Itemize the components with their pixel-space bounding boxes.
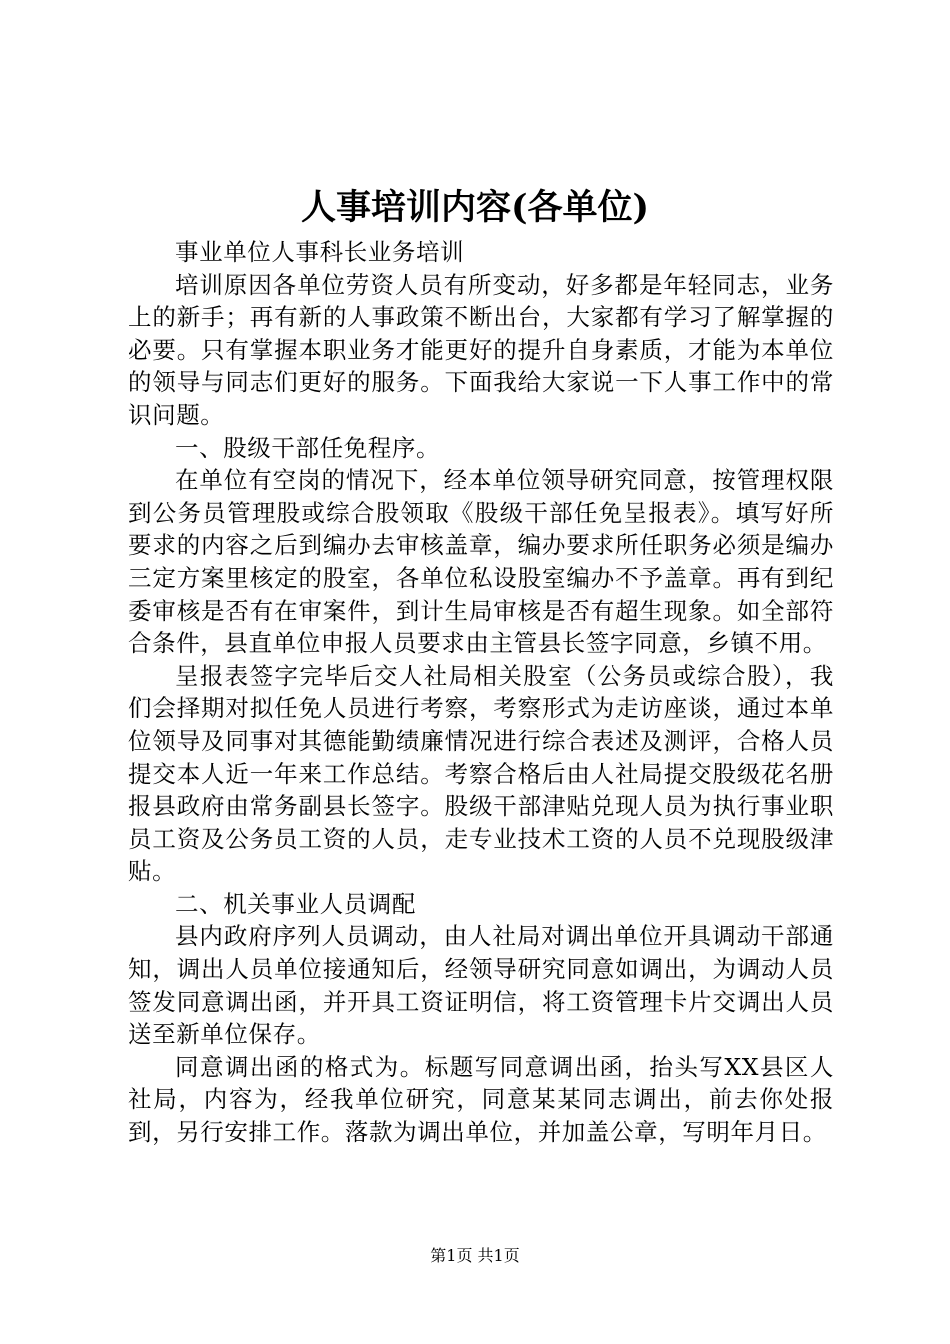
paragraph-body: 呈报表签字完毕后交人社局相关股室（公务员或综合股），我们会择期对拟任免人员进行考察，考察形式为走访座谈，通过本单位领导及同事对其德能勤绩廉情况进行综合表述及测评，合格人员提交本人近一年来工作总结。考察合格后由人社局提交股级花名册报县政府由常务副县长签字。股级干部津贴兑现人员为执行事业职员工资及公务员工资的人员，走专业技术工资的人员不兑现股级津贴。 — [128, 661, 834, 886]
paragraph-body: 同意调出函的格式为。标题写同意调出函，抬头写XX县区人社局，内容为，经我单位研究，同意某某同志调出，前去你处报到，另行安排工作。落款为调出单位，并加盖公章，写明年月日。 — [128, 1052, 834, 1147]
paragraph-intro: 培训原因各单位劳资人员有所变动，好多都是年轻同志，业务上的新手；再有新的人事政策不断出台，大家都有学习了解掌握的必要。只有掌握本职业务才能更好的提升自身素质，才能为本单位的领导与同志们更好的服务。下面我给大家说一下人事工作中的常识问题。 — [128, 270, 834, 429]
paragraph-body: 在单位有空岗的情况下，经本单位领导研究同意，按管理权限到公务员管理股或综合股领取《股级干部任免呈报表》。填写好所要求的内容之后到编办去审核盖章，编办要求所任职务必须是编办三定方案里核定的股室，各单位私设股室编办不予盖章。再有到纪委审核是否有在审案件，到计生局审核是否有超生现象。如全部符合条件，县直单位申报人员要求由主管县长签字同意，乡镇不用。 — [128, 466, 834, 658]
paragraph-body: 县内政府序列人员调动，由人社局对调出单位开具调动干部通知，调出人员单位接通知后，经领导研究同意如调出，为调动人员签发同意调出函，并开具工资证明信，将工资管理卡片交调出人员送至新单位保存。 — [128, 922, 834, 1049]
section-heading-2: 二、机关事业人员调配 — [175, 889, 416, 918]
page-footer: 第1页 共1页 — [430, 1246, 520, 1265]
document-title: 人事培训内容(各单位) — [300, 187, 650, 228]
paragraph-subtitle: 事业单位人事科长业务培训 — [175, 238, 465, 266]
section-heading-1: 一、股级干部任免程序。 — [175, 433, 441, 462]
document-body — [128, 236, 834, 1149]
